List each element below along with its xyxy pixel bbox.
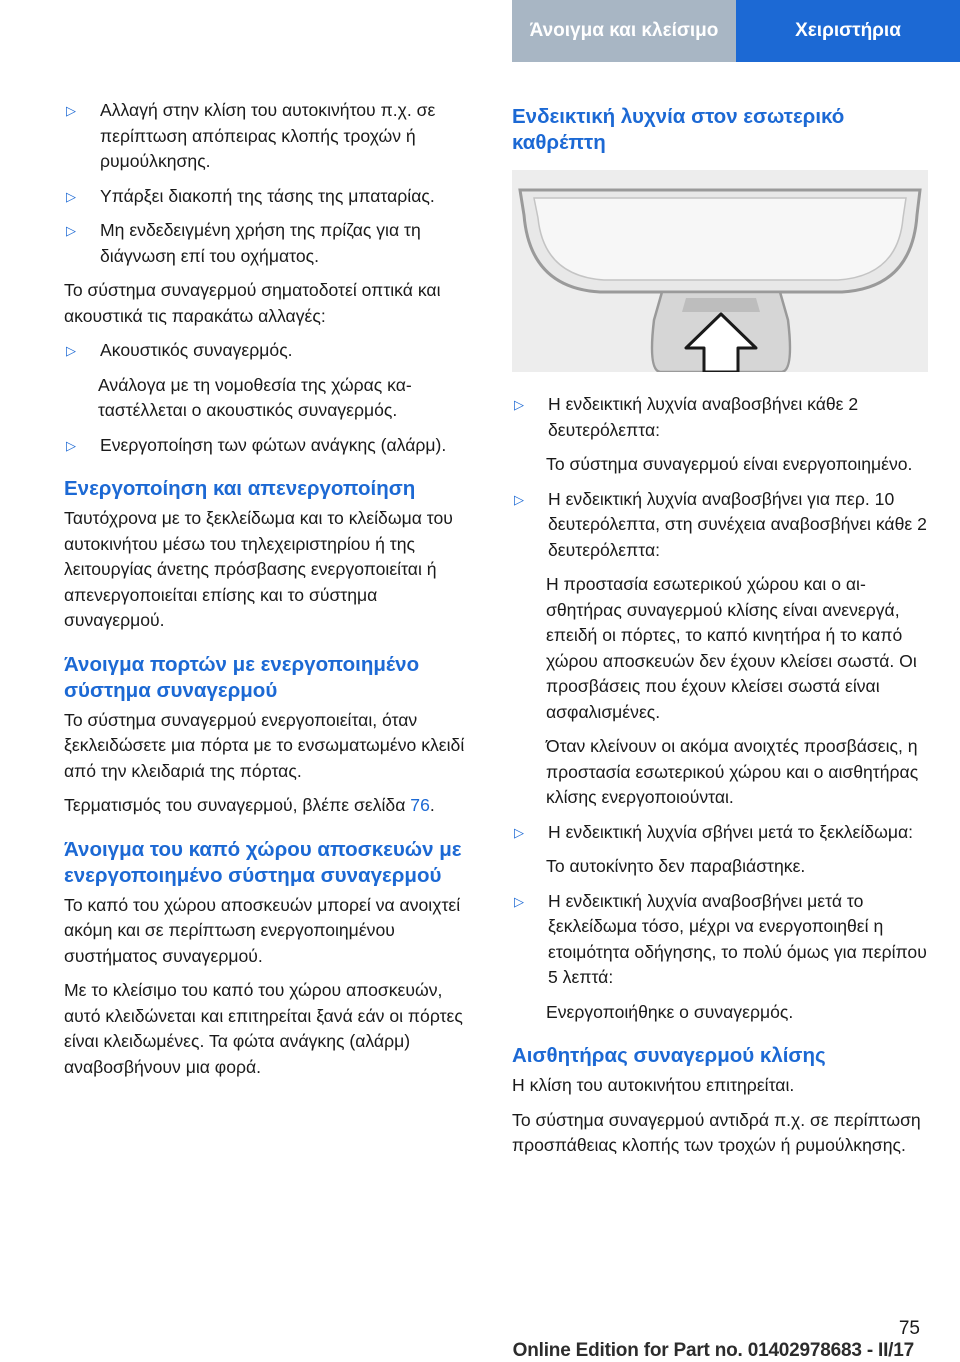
list-item-detail: Η προστασία εσωτερικού χώρου και ο αισθητήρας συναγερμού κλίσης είναι ανενεργά, επειδή οι πόρτες, το καπό κινητήρα ή το καπό χώρου αποσκευών δεν έχουν κλείσει σωστά. Οι προσβάσεις που έχουν κλείσει σωστά είναι ασφαλισμένες. (546, 574, 917, 722)
end-alarm-paragraph (64, 793, 482, 819)
triangle-bullet-icon: ▷ (66, 223, 76, 238)
end-alarm-period: . (429, 795, 435, 815)
list-item-text: Μη ενδεδειγμένη χρήση της πρίζας για τη διάγνωση επί του οχήματος. (100, 220, 421, 266)
triangle-bullet-icon: ▷ (66, 103, 76, 118)
header-chapter-title: Χειριστήρια (736, 0, 960, 62)
left-column (64, 98, 482, 1089)
list-item-text: Η ενδεικτική λυχνία αναβοσβήνει για περ. 10 δευτερόλεπτα, στη συνέχεια αναβοσβήνει κάθε 2 δευτερόλεπτα: (548, 488, 927, 560)
heading-indicator-light: Ενδεικτική λυχνία στον εσωτερικό καθρέπτη (512, 105, 845, 154)
list-item-text: Η ενδεικτική λυχνία αναβοσβήνει κάθε 2 δευτερόλεπτα: (548, 394, 859, 440)
page-number: 75 (898, 1318, 920, 1339)
edition-line: Online Edition for Part no. 01402978683 - II/17 (512, 1340, 914, 1361)
page-header (512, 0, 960, 62)
list-item (64, 98, 482, 175)
list-item-text: Αλλαγή στην κλίση του αυτοκινήτου π.χ. σε περίπτωση απόπειρας κλοπής τροχών ή ρυμούλκησης. (100, 100, 436, 171)
triangle-bullet-icon: ▷ (514, 397, 524, 412)
trunk-paragraph-2: Με το κλείσιμο του καπό του χώρου αποσκευών, αυτό κλειδώνεται και επιτηρείται ξανά εάν οι πόρτες είναι κλειδωμένες. Τα φώτα ανάγκης (αλάρμ) αναβοσβήνουν μια φορά. (64, 980, 463, 1077)
list-item-text: Ενεργοποίηση των φώτων ανάγκης (αλάρμ). (100, 434, 447, 455)
list-item (64, 433, 482, 459)
triangle-bullet-icon: ▷ (514, 824, 524, 840)
end-alarm-text: Τερματισμός του συναγερμού, βλέπε σελίδα (64, 795, 411, 815)
list-item-detail: Όταν κλείνουν οι ακόμα ανοιχτές προσβάσεις, η προστασία εσωτερικού χώρου και ο αισθητήρας κλίσης ενεργοποιούνται. (546, 736, 919, 807)
intro-paragraph: Το σύστημα συναγερμού σηματοδοτεί οπτικά και ακουστικά τις παρακάτω αλλαγές: (64, 280, 441, 326)
list-item (64, 338, 482, 364)
right-column (512, 98, 928, 1168)
list-item (512, 487, 928, 564)
header-section-title: Άνοιγμα και κλείσιμο (512, 0, 736, 62)
triangle-bullet-icon: ▷ (66, 437, 76, 453)
list-item (512, 392, 928, 443)
activation-paragraph: Ταυτόχρονα με το ξεκλείδωμα και το κλείδωμα του αυτοκινήτου μέσω του τηλεχειριστηρίου ή της λειτουργίας άνετης πρόσβασης ενεργοποιείται ή απενεργοποιείται επίσης και το σύστημα συναγερμού. (64, 508, 453, 630)
trunk-paragraph-1: Το καπό του χώρου αποσκευών μπορεί να ανοιχτεί ακόμη και σε περίπτωση ενεργοποιημένου συστήματος συναγερμού. (64, 894, 461, 966)
triangle-bullet-icon: ▷ (514, 491, 524, 507)
list-item-detail: Ενεργοποιήθηκε ο συναγερμός. (546, 1001, 794, 1022)
list-item-text: Η ενδεικτική λυχνία σβήνει μετά το ξεκλείδωμα: (548, 821, 914, 842)
page-footer (0, 1318, 960, 1362)
heading-tilt-sensor: Αισθητήρας συναγερμού κλίσης (512, 1044, 826, 1067)
indicator-list (512, 392, 928, 1025)
open-doors-paragraph: Το σύστημα συναγερμού ενεργοποιείται, όταν ξεκλειδώσετε μια πόρτα με το ενσωματωμένο κλειδί από την κλειδαριά της πόρτας. (64, 709, 465, 781)
list-item-detail: Το σύστημα συναγερμού είναι ενεργοποιημένο. (546, 454, 913, 474)
page-reference-link[interactable]: 76 (410, 795, 430, 815)
tilt-paragraph-2: Το σύστημα συναγερμού αντιδρά π.χ. σε περίπτωση προσπάθειας κλοπής των τροχών ή ρυμούλκησης. (512, 1109, 921, 1155)
list-item (64, 184, 482, 210)
list-item (512, 889, 928, 991)
list-item-detail: Ανάλογα με τη νομοθεσία της χώρας καταστέλλεται ο ακουστικός συναγερμός. (98, 374, 412, 420)
list-item (64, 218, 482, 269)
heading-activation: Ενεργοποίηση και απενεργοποίηση (64, 477, 416, 500)
list-item-detail: Το αυτοκίνητο δεν παραβιάστηκε. (546, 856, 806, 876)
rear-view-mirror-with-arrow-icon (512, 170, 928, 372)
list-item-text: Η ενδεικτική λυχνία αναβοσβήνει μετά το ξεκλείδωμα τόσο, μέχρι να ενεργοποιηθεί η ετοιμότητα οδήγησης, το πολύ όμως για περίπου 5 λεπτά: (548, 890, 927, 987)
triangle-bullet-icon: ▷ (66, 188, 76, 204)
triangle-bullet-icon: ▷ (66, 343, 76, 358)
tilt-paragraph-1: Η κλίση του αυτοκινήτου επιτηρείται. (512, 1075, 795, 1095)
list-item-text: Ακουστικός συναγερμός. (100, 340, 293, 360)
list-item-text: Υπάρξει διακοπή της τάσης της μπαταρίας. (100, 185, 435, 206)
triangle-bullet-icon: ▷ (514, 893, 524, 909)
heading-open-doors: Άνοιγμα πορτών με ενεργοποιημένο σύστημα συναγερμού (64, 652, 420, 702)
list-item (512, 820, 928, 846)
heading-open-trunk: Άνοιγμα του καπό χώρου αποσκευών με ενεργοποιημένο σύστημα συναγερμού (64, 837, 462, 887)
